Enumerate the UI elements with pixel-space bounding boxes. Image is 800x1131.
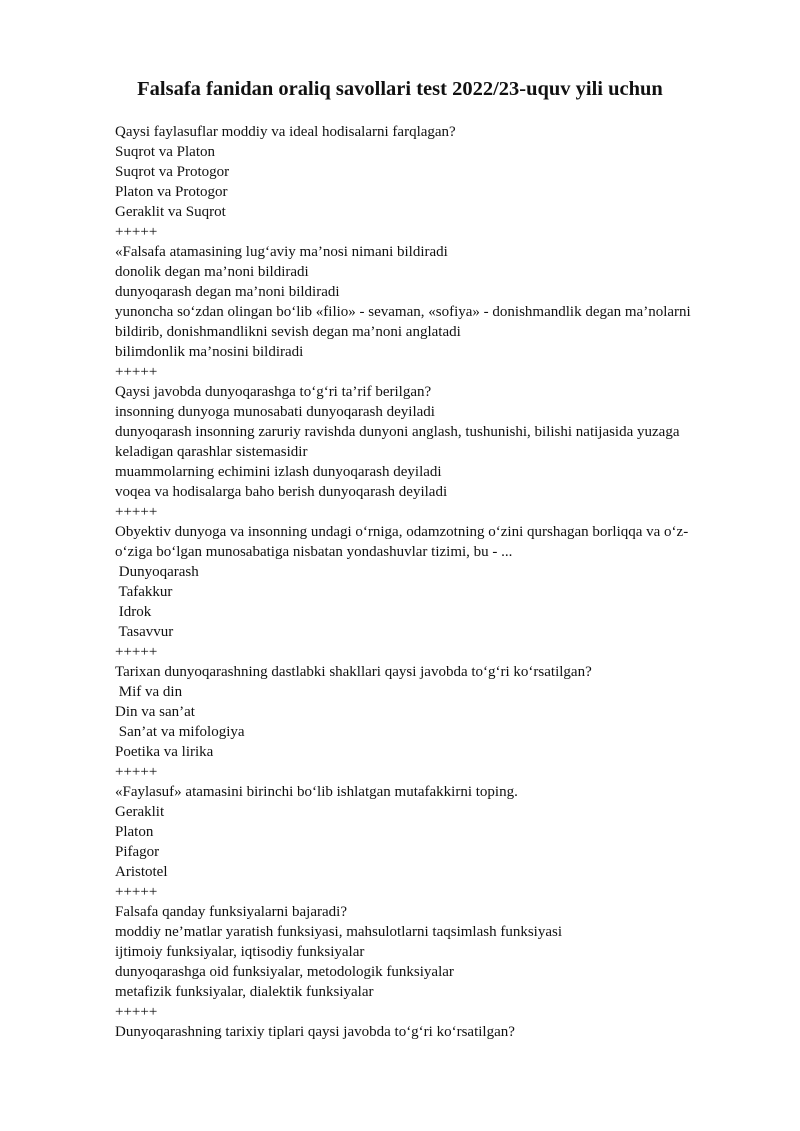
- question-line: Tarixan dunyoqarashning dastlabki shakllari qaysi javobda to‘g‘ri ko‘rsatilgan?: [115, 664, 592, 680]
- answer-line: Mif va din: [115, 684, 183, 700]
- question-line: Qaysi faylasuflar moddiy va ideal hodisalarni farqlagan?: [115, 124, 456, 140]
- answer-line: San’at va mifologiya: [115, 724, 245, 740]
- question-line: «Falsafa atamasining lug‘aviy ma’nosi nimani bildiradi: [115, 244, 448, 260]
- answer-line: Dunyoqarash: [115, 564, 199, 580]
- answer-line: muammolarning echimini izlash dunyoqarash deyiladi: [115, 464, 442, 480]
- answer-line: dunyoqarashga oid funksiyalar, metodologik funksiyalar: [115, 964, 454, 980]
- answer-line: Poetika va lirika: [115, 744, 214, 760]
- answer-line: bilimdonlik ma’nosini bildiradi: [115, 344, 304, 360]
- question-line: Falsafa qanday funksiyalarni bajaradi?: [115, 904, 347, 920]
- answer-line: Tafakkur: [115, 584, 173, 600]
- separator-line: +++++: [115, 1004, 158, 1020]
- separator-line: +++++: [115, 884, 158, 900]
- answer-line: voqea va hodisalarga baho berish dunyoqarash deyiladi: [115, 484, 448, 500]
- answer-line: Platon va Protogor: [115, 184, 228, 200]
- separator-line: +++++: [115, 364, 158, 380]
- answer-line: Idrok: [115, 604, 152, 620]
- separator-line: +++++: [115, 764, 158, 780]
- separator-line: +++++: [115, 504, 158, 520]
- answer-line: Pifagor: [115, 844, 160, 860]
- answer-line: Geraklit: [115, 804, 165, 820]
- answer-line: donolik degan ma’noni bildiradi: [115, 264, 309, 280]
- answer-line: keladigan qarashlar sistemasidir: [115, 444, 308, 460]
- answer-line: Geraklit va Suqrot: [115, 204, 226, 220]
- separator-line: +++++: [115, 224, 158, 240]
- answer-line: insonning dunyoga munosabati dunyoqarash deyiladi: [115, 404, 435, 420]
- question-line: Dunyoqarashning tarixiy tiplari qaysi javobda to‘g‘ri ko‘rsatilgan?: [115, 1024, 515, 1040]
- question-list: [115, 122, 755, 1042]
- question-line: «Faylasuf» atamasini birinchi bo‘lib ishlatgan mutafakkirni toping.: [115, 784, 518, 800]
- answer-line: metafizik funksiyalar, dialektik funksiyalar: [115, 984, 374, 1000]
- answer-line: Platon: [115, 824, 154, 840]
- answer-line: Suqrot va Protogor: [115, 164, 230, 180]
- page-title: Falsafa fanidan oraliq savollari test 2022/23-uquv yili uchun: [137, 78, 663, 100]
- answer-line: bildirib, donishmandlikni sevish degan ma’noni anglatadi: [115, 324, 461, 340]
- answer-line: Obyektiv dunyoga va insonning undagi o‘rniga, odamzotning o‘zini qurshagan borliqqa va o‘z-: [115, 524, 689, 540]
- separator-line: +++++: [115, 644, 158, 660]
- answer-line: ijtimoiy funksiyalar, iqtisodiy funksiyalar: [115, 944, 365, 960]
- answer-line: Tasavvur: [115, 624, 174, 640]
- answer-line: Suqrot va Platon: [115, 144, 215, 160]
- answer-line: Din va san’at: [115, 704, 195, 720]
- answer-line: dunyoqarash insonning zaruriy ravishda dunyoni anglash, tushunishi, bilishi natijasida yuzaga: [115, 424, 680, 440]
- answer-line: moddiy ne’matlar yaratish funksiyasi, mahsulotlarni taqsimlash funksiyasi: [115, 924, 563, 940]
- answer-line: yunoncha so‘zdan olingan bo‘lib «filio» - sevaman, «sofiya» - donishmandlik degan ma’nolarni: [115, 304, 691, 320]
- question-line: o‘ziga bo‘lgan munosabatiga nisbatan yondashuvlar tizimi, bu - ...: [115, 544, 513, 560]
- question-line: Qaysi javobda dunyoqarashga to‘g‘ri ta’rif berilgan?: [115, 384, 432, 400]
- answer-line: Aristotel: [115, 864, 168, 880]
- answer-line: dunyoqarash degan ma’noni bildiradi: [115, 284, 340, 300]
